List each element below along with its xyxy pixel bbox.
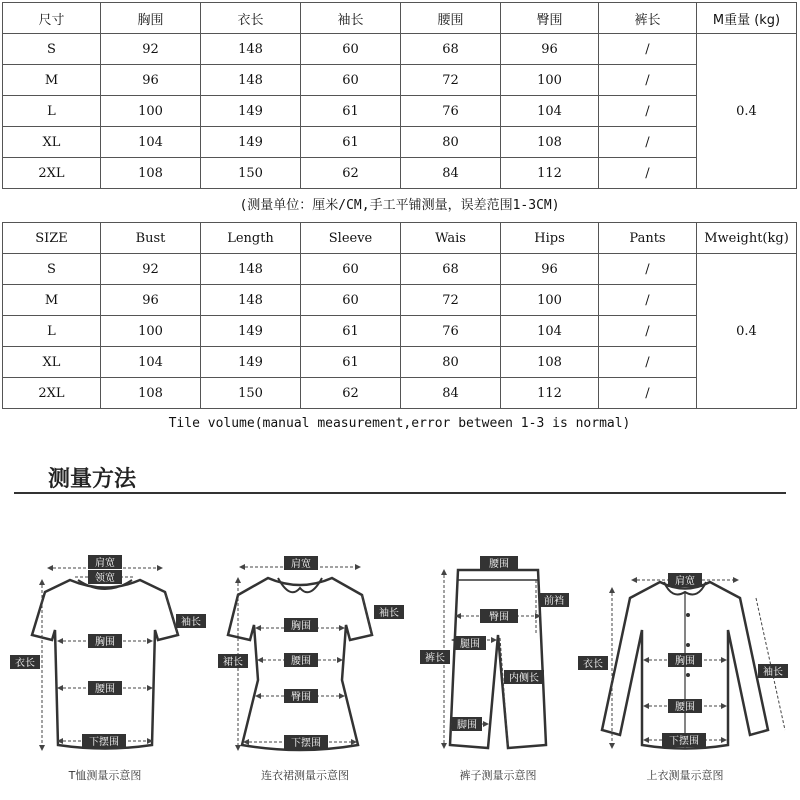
table-row: [3, 254, 797, 285]
header-cell: Bust: [101, 223, 201, 254]
table-cell: XL: [3, 127, 101, 158]
label-length: 衣长: [583, 659, 603, 670]
table-cell: 62: [301, 378, 401, 409]
table-cell: 104: [101, 127, 201, 158]
table-row: [3, 347, 797, 378]
label-length: 裙长: [223, 657, 243, 668]
header-cell: Mweight(kg): [697, 223, 797, 254]
table-cell: 2XL: [3, 378, 101, 409]
header-cell: Hips: [501, 223, 599, 254]
header-cell: Sleeve: [301, 223, 401, 254]
table-cell: 112: [501, 378, 599, 409]
table-cell: 84: [401, 378, 501, 409]
table-cell: 72: [401, 285, 501, 316]
section-divider: [14, 492, 786, 494]
table-cell: 96: [101, 285, 201, 316]
header-cell: SIZE: [3, 223, 101, 254]
table-cell: 68: [401, 34, 501, 65]
label-thigh: 腿围: [460, 639, 480, 650]
measurement-note: (测量单位：厘米/CM,手工平铺测量，误差范围1-3CM): [239, 197, 560, 213]
table-row: [3, 127, 797, 158]
label-leg-opening: 脚围: [457, 720, 477, 731]
table-cell: 68: [401, 254, 501, 285]
weight-cell: 0.4: [697, 254, 797, 409]
label-shoulder: 肩宽: [95, 558, 115, 569]
table-row: [3, 34, 797, 65]
jacket-caption: 上衣测量示意图: [646, 769, 724, 782]
table-header-row: [3, 223, 797, 254]
weight-cell: 0.4: [697, 34, 797, 189]
label-sleeve: 袖长: [379, 608, 399, 619]
table-cell: 61: [301, 347, 401, 378]
table-cell: 148: [201, 285, 301, 316]
table-cell: 149: [201, 347, 301, 378]
tshirt-caption: T恤测量示意图: [68, 769, 142, 782]
table-cell: 92: [101, 34, 201, 65]
table-cell: 148: [201, 65, 301, 96]
label-waist: 腰围: [675, 702, 695, 713]
table-cell: 100: [101, 316, 201, 347]
label-shoulder: 肩宽: [675, 576, 695, 587]
table-cell: 96: [501, 34, 599, 65]
table-cell: 104: [501, 96, 599, 127]
table-cell: 96: [501, 254, 599, 285]
label-shoulder: 肩宽: [291, 559, 311, 570]
label-hem: 下摆围: [89, 737, 119, 748]
header-cell: 腰围: [401, 3, 501, 34]
table-cell: 150: [201, 378, 301, 409]
table-cell: M: [3, 65, 101, 96]
label-sleeve: 袖长: [181, 617, 201, 628]
table-cell: L: [3, 96, 101, 127]
table-cell: 2XL: [3, 158, 101, 189]
measurement-diagrams: [0, 540, 800, 800]
table-cell: 62: [301, 158, 401, 189]
table-cell: 84: [401, 158, 501, 189]
header-cell: 臀围: [501, 3, 599, 34]
table-cell: 80: [401, 347, 501, 378]
table-cell: 76: [401, 316, 501, 347]
tshirt-outline: [32, 580, 178, 749]
table-cell: 61: [301, 127, 401, 158]
label-bust: 胸围: [95, 637, 115, 648]
label-hip: 臀围: [489, 612, 509, 623]
table-cell: 150: [201, 158, 301, 189]
table-row: [3, 65, 797, 96]
size-table-english: [2, 222, 797, 437]
label-waist: 腰围: [95, 684, 115, 695]
label-length: 裤长: [425, 653, 445, 664]
table-row: [3, 158, 797, 189]
label-hip: 臀围: [291, 692, 311, 703]
table-row: [3, 316, 797, 347]
table-cell: 108: [501, 347, 599, 378]
table-cell: 61: [301, 96, 401, 127]
table-cell: /: [599, 34, 697, 65]
table-cell: /: [599, 378, 697, 409]
header-cell: Pants: [599, 223, 697, 254]
table-cell: 108: [101, 378, 201, 409]
table-cell: 80: [401, 127, 501, 158]
tshirt-diagram: [10, 555, 206, 750]
table-cell: 60: [301, 254, 401, 285]
header-cell: 尺寸: [3, 3, 101, 34]
dress-diagram: [218, 556, 404, 750]
header-cell: 胸围: [101, 3, 201, 34]
table-cell: 61: [301, 316, 401, 347]
label-hem: 下摆围: [291, 738, 321, 749]
table-cell: 60: [301, 65, 401, 96]
table-cell: 149: [201, 127, 301, 158]
table-cell: XL: [3, 347, 101, 378]
table-cell: S: [3, 254, 101, 285]
table-cell: 92: [101, 254, 201, 285]
label-bust: 胸围: [675, 656, 695, 667]
label-sleeve: 袖长: [763, 667, 783, 678]
pants-caption: 裤子测量示意图: [459, 769, 537, 782]
table-cell: /: [599, 347, 697, 378]
label-hem: 下摆围: [669, 736, 699, 747]
table-row: [3, 96, 797, 127]
header-cell: Length: [201, 223, 301, 254]
table-cell: 104: [501, 316, 599, 347]
table-cell: /: [599, 285, 697, 316]
table-cell: 104: [101, 347, 201, 378]
header-cell: Wais: [401, 223, 501, 254]
label-inseam: 内侧长: [509, 673, 539, 684]
label-bust: 胸围: [291, 621, 311, 632]
table-cell: 72: [401, 65, 501, 96]
table-cell: 149: [201, 96, 301, 127]
table-cell: 60: [301, 34, 401, 65]
note-row: [3, 189, 797, 218]
table-cell: 96: [101, 65, 201, 96]
table-cell: /: [599, 158, 697, 189]
dress-caption: 连衣裙测量示意图: [261, 769, 349, 782]
table-cell: /: [599, 254, 697, 285]
label-length: 衣长: [15, 658, 35, 669]
table-cell: /: [599, 316, 697, 347]
table-cell: 148: [201, 254, 301, 285]
label-waist: 腰围: [291, 656, 311, 667]
table-cell: 60: [301, 285, 401, 316]
table-cell: 100: [501, 65, 599, 96]
header-cell: 衣长: [201, 3, 301, 34]
table-cell: S: [3, 34, 101, 65]
label-front-rise: 前裆: [544, 596, 564, 607]
header-cell: 裤长: [599, 3, 697, 34]
table-cell: 112: [501, 158, 599, 189]
table-row: [3, 285, 797, 316]
label-collar: 领宽: [95, 573, 115, 584]
table-cell: /: [599, 96, 697, 127]
size-table-chinese: [2, 2, 797, 217]
table-cell: /: [599, 127, 697, 158]
label-waist: 腰围: [489, 559, 509, 570]
table-cell: 100: [501, 285, 599, 316]
note-row: [3, 409, 797, 438]
pants-diagram: [420, 556, 569, 748]
table-cell: 100: [101, 96, 201, 127]
table-cell: L: [3, 316, 101, 347]
table-header-row: [3, 3, 797, 34]
table-cell: 149: [201, 316, 301, 347]
table-cell: 148: [201, 34, 301, 65]
header-cell: 袖长: [301, 3, 401, 34]
table-cell: 76: [401, 96, 501, 127]
measurement-note: Tile volume(manual measurement,error between 1-3 is normal): [168, 415, 631, 431]
table-cell: 108: [501, 127, 599, 158]
header-cell: M重量 (kg): [697, 3, 797, 34]
jacket-diagram: [578, 573, 788, 749]
table-cell: /: [599, 65, 697, 96]
table-cell: M: [3, 285, 101, 316]
table-row: [3, 378, 797, 409]
section-title: 测量方法: [48, 467, 137, 492]
table-cell: 108: [101, 158, 201, 189]
